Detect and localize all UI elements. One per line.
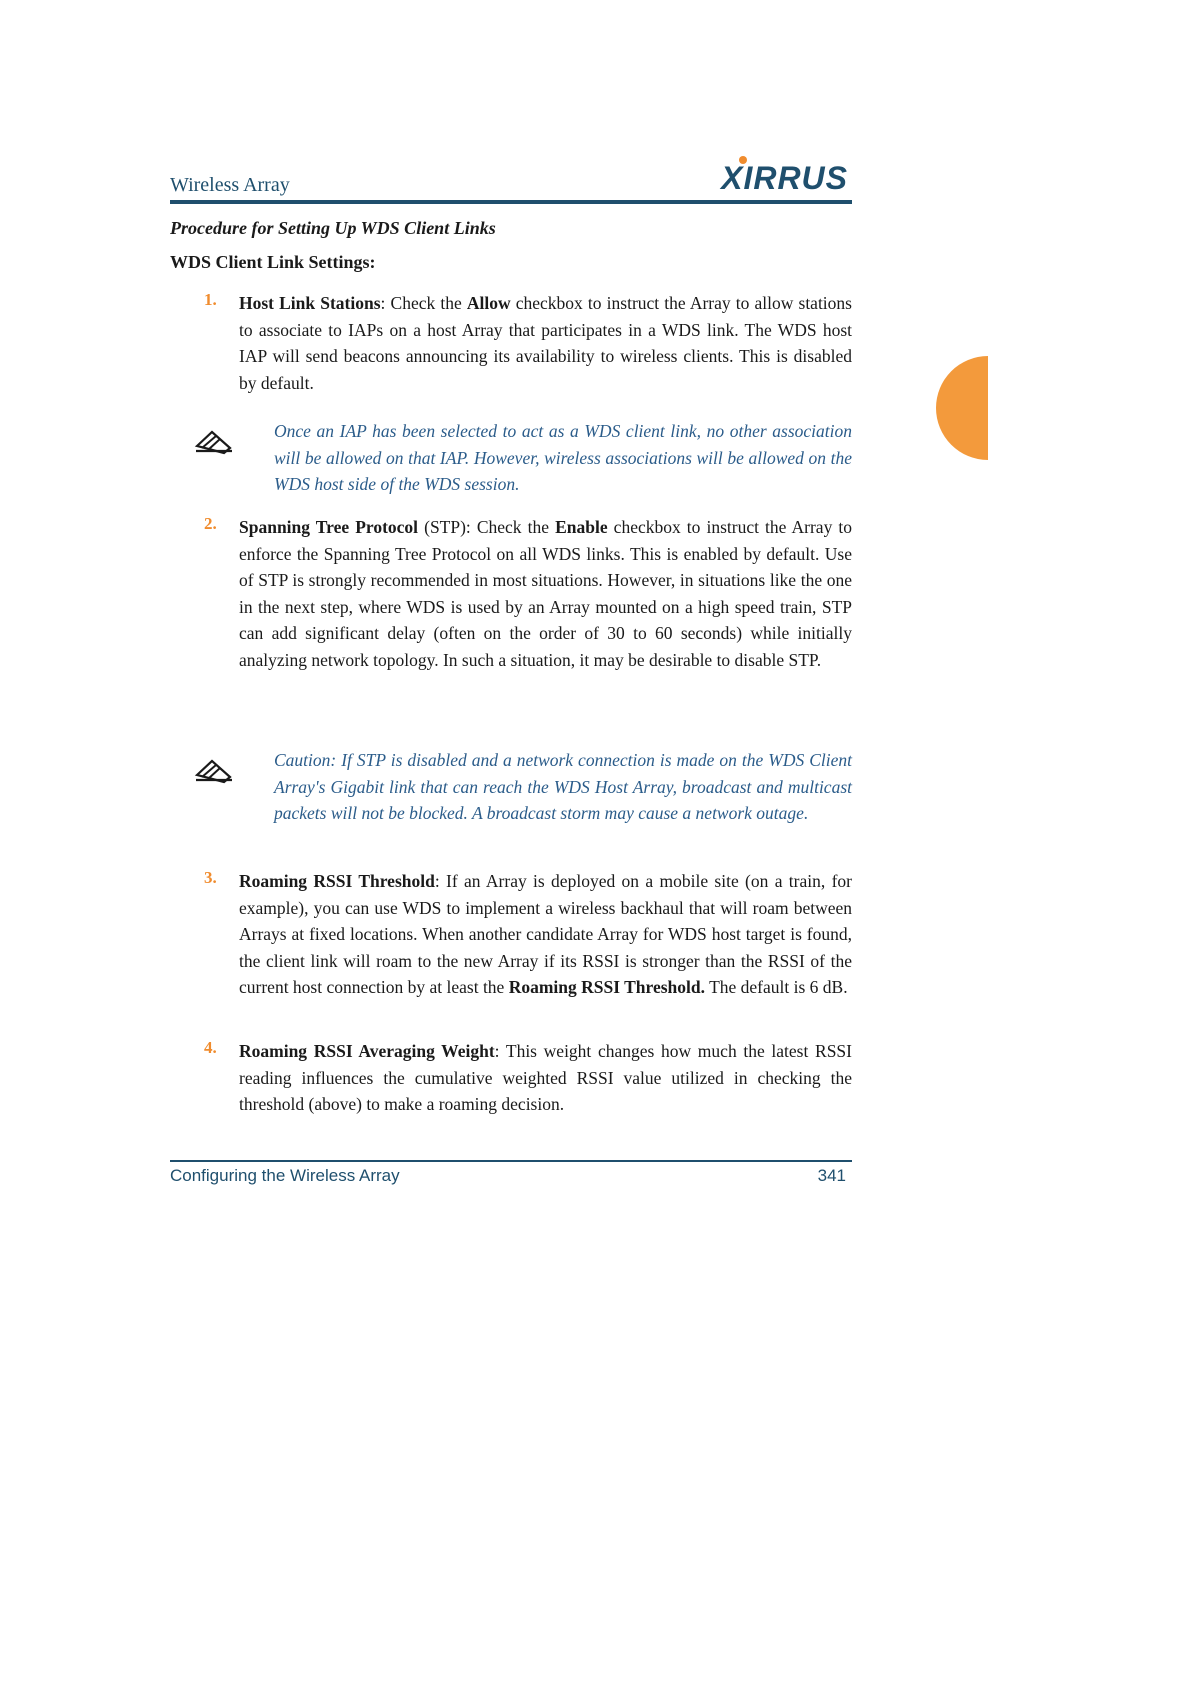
item-text: Roaming RSSI Threshold: If an Array is deployed on a mobile site (on a train, for example), you can use WDS to implement a wireless backhaul that will roam between Arrays at fixed locations. When another candidate Array for WDS host target is found, the client link will roam to the new Array if its RSSI is stronger than the RSSI of the current host connection by at least the Roaming RSSI Threshold. The default is 6 dB. — [239, 871, 852, 997]
item-text: Host Link Stations: Check the Allow checkbox to instruct the Array to allow stations to associate to IAPs on a host Array that participates in a WDS link. The WDS host IAP will send beacons announcing its availability to wireless clients. This is disabled by default. — [239, 293, 852, 393]
item-number: 3. — [204, 868, 217, 887]
item-number: 2. — [204, 514, 217, 533]
page-number: 341 — [817, 1166, 846, 1185]
footer-section-title: Configuring the Wireless Array — [170, 1166, 400, 1185]
procedure-title: Procedure for Setting Up WDS Client Links — [170, 218, 496, 238]
item-text: Roaming RSSI Averaging Weight: This weight changes how much the latest RSSI reading influences the cumulative weighted RSSI value utilized in checking the threshold (above) to make a roaming decision. — [239, 1041, 852, 1114]
header-title: Wireless Array — [170, 174, 290, 196]
page-header — [170, 148, 852, 206]
brand-logo: XIRRUS — [721, 160, 848, 196]
item-term: Spanning Tree Protocol — [239, 517, 419, 537]
item-term: Roaming RSSI Averaging Weight — [239, 1041, 495, 1061]
note-text: Once an IAP has been selected to act as a WDS client link, no other association will be allowed on that IAP. However, wireless associations will be allowed on the WDS host side of the WDS session. — [274, 421, 852, 494]
caution-text: Caution: If STP is disabled and a network connection is made on the WDS Client Array's Gigabit link that can reach the WDS Host Array, broadcast and multicast packets will not be blocked. A broadcast storm may cause a network outage. — [274, 750, 852, 823]
item-number: 4. — [204, 1038, 217, 1057]
item-number: 1. — [204, 290, 217, 309]
note-pencil-icon — [194, 755, 234, 785]
header-rule — [170, 200, 852, 204]
note-pencil-icon — [194, 426, 234, 456]
item-term: Host Link Stations — [239, 293, 381, 313]
item-term: Roaming RSSI Threshold — [239, 871, 435, 891]
section-title: WDS Client Link Settings: — [170, 252, 376, 272]
item-text: Spanning Tree Protocol (STP): Check the Enable checkbox to instruct the Array to enforce the Spanning Tree Protocol on all WDS links. This is enabled by default. Use of STP is strongly recommended in most situations. However, in situations like the one in the next step, where WDS is used by an Array mounted on a high speed train, STP can add significant delay (often on the order of 30 to 60 seconds) while initially analyzing network topology. In such a situation, it may be desirable to disable STP. — [239, 517, 852, 670]
footer-rule — [170, 1160, 852, 1162]
chapter-side-tab — [936, 356, 988, 460]
